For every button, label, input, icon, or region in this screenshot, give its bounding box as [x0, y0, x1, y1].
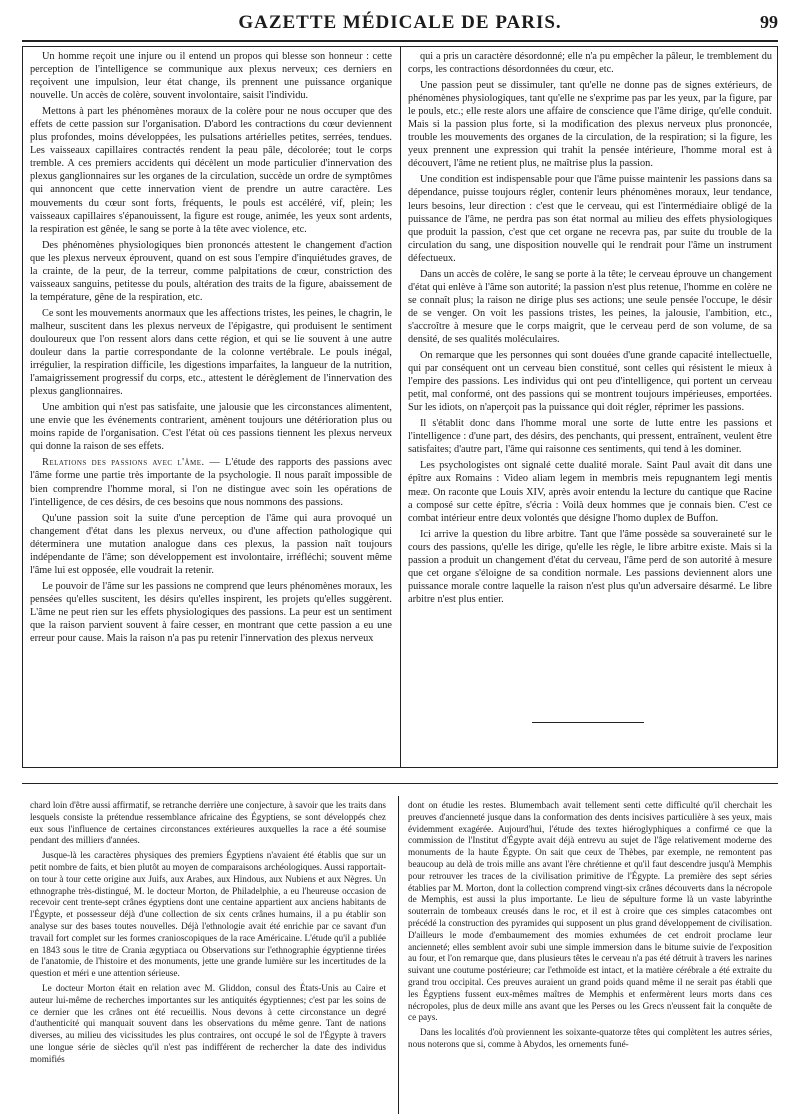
paragraph: dont on étudie les restes. Blumembach avait tellement senti cette difficulté qu'il cherchait les preuves d'ancienneté jusque dans la conformation des dents incisives particulière à ses yeux, mais évidemment exagérée. Aujourd'hui, l'étude des textes hiéroglyphiques a confirmé ce que la commission de l'Institut d'Égypte avait déjà entrevu au sujet de l'âge relativement moderne des monuments de la haute Égypte. On sait que ceux de Thèbes, par exemple, ne remontent pas beaucoup au delà de trois mille ans avant l'ère chrétienne et qu'il faut descendre jusqu'à Memphis pour retrouver les traces de la civilisation primitive de l'Égypte. La première des sept séries établies par M. Morton, dont la collection comprend vingt-six crânes découverts dans la nécropole de Memphis, est aussi la plus importante. Le lieu de sépulture forme là un vaste labyrinthe souterrain de tombeaux creusés dans le roc, et il est à croire que ces simples catacombes ont précédé la construction des pyramides qui supposent un plus grand développement de civilisation. D'ailleurs le mode d'embaumement des momies exhumées de cet endroit proclame leur ancienneté; elles semblent avoir subi une simple immersion dans le bitume suivie de l'exposition au four, et l'on remarque que, dans plusieurs têtes le cerveau n'a pas été détruit à travers les narines suivant une coutume postérieure; car l'ethmoïde est intact, et la matière cérébrale a été extraite du grand trou occipital. Ces preuves auraient un grand poids quand même il ne serait pas établi que les Égyptiens fussent eux-mêmes maîtres de Memphis et enfermèrent leurs morts dans ces nécropoles, plus de deux mille ans avant que les Perses ou les Grecs n'eussent fait la conquête de ce pays.: [408, 800, 772, 1023]
paragraph: Ce sont les mouvements anormaux que les affections tristes, les peines, le chagrin, le malheur, suscitent dans les plexus nerveux de l'épigastre, qui produisent le sentiment douloureux que l'on ressent alors dans cette région, et qui se lie souvent à une autre douleur dans la partie correspondante de la colonne vertébrale. Le pouls inégal, irrégulier, la respiration difficile, les digestions imparfaites, la langueur de la nutrition, l'amaigrissement progressif du corps, etc., attestent le dérèglement de l'innervation des plexus ganglionnaires.: [30, 307, 392, 398]
article-end-rule: [532, 722, 644, 723]
paragraph: Des phénomènes physiologiques bien prononcés attestent le changement d'action que les plexus nerveux éprouvent, quand on est sous l'empire d'inquiétudes graves, de la crainte, de la peur, de la terreur, comme palpitations de cœur, constriction des vaisseaux sanguins, petitesse du pouls, altération des traits de la figure, abaissement de la température, gêne de la respiration, etc.: [30, 239, 392, 303]
article-column-left: [30, 50, 392, 764]
paragraph: Une ambition qui n'est pas satisfaite, une jalousie que les circonstances alimentent, une envie que les événements contrarient, amènent toujours une détérioration plus ou moins rapide de l'organisation. C'est l'état où ces passions tiennent les plexus nerveux qui donne la raison de ses effets.: [30, 402, 392, 453]
paragraph: Jusque-là les caractères physiques des premiers Égyptiens n'avaient été établis que sur un petit nombre de faits, et bien plutôt au moyen de comparaisons archéologiques. Aussi rapportait-on tour à tour cette origine aux Juifs, aux Arabes, aux Hindous, aux Nubiens et aux Nègres. Un ethnographe très-distingué, M. le docteur Morton, de Philadelphie, a eu l'heureuse occasion de recevoir cent trente-sept crânes égyptiens dont une centaine appartient aux anciens habitants de l'Égypte, et possesseur déjà d'une collection de six cents crânes humains, il a pu établir son analyse sur des bases toutes nouvelles. Déjà l'ethnologie avait été enrichie par ce savant d'un travail fort complet sur les formes cranioscopiques de la race Américaine. L'étude qu'il a publiée en 1843 sous le titre de Crania ægyptiaca ou Observations sur l'ethnographie égyptienne tirées de l'anatomie, de l'histoire et des monuments, jette une grande lumière sur les incertitudes de la question et méri e une attention sérieuse.: [30, 850, 386, 979]
page-header: [22, 12, 778, 40]
paragraph: Mettons à part les phénomènes moraux de la colère pour ne nous occuper que des effets de cette passion sur l'organisation. D'abord les contractions du cœur deviennent plus profondes, moins développées, les pulsations artérielles petites, serrées, tendues. Les vaisseaux capillaires contractés rendent la peau pâle, décolorée; tout le corps tremble. A ces premiers accidents qui décèlent un mode particulier d'innervation des plexus ganglionnaires sur les organes de la circulation, succède un ordre de symptômes qui annoncent que cette innervation vient de prendre un autre caractère. Les mouvements du cœur sont forts, fréquents, le pouls est accéléré, vif, plein; les vaisseaux capillaires s'épanouissent, la figure est rouge, animée, les yeux sont ardents, la respiration est gênée, le sang se porte à la tête avec violence, etc.: [30, 106, 392, 235]
section-heading: Relations des passions avec l'âme. —: [42, 457, 226, 469]
header-rule: [22, 40, 778, 42]
paragraph: chard loin d'être aussi affirmatif, se retranche derrière une conjecture, à savoir que les traits dans lesquels consiste la prétendue ressemblance africaine des Égyptiens, se sont développés chez eux sous l'influence de certaines circonstances extérieures auxquelles la race a été soumise pendant des milliers d'années.: [30, 800, 386, 846]
paragraph: Ici arrive la question du libre arbitre. Tant que l'âme possède sa souveraineté sur le cours des passions, qu'elle les dirige, qu'elle les règle, le libre arbitre existe. Mais si la passion a produit un changement d'état du cerveau, l'âme perd de son autorité à mesure que cet organe s'éloigne de sa condition normale. Les passions deviennent alors une puissance morale contre laquelle la raison n'est plus qu'un adversaire désarmé. Le libre arbitre n'est plus entier.: [408, 528, 772, 605]
column-divider: [400, 47, 401, 767]
journal-title: GAZETTE MÉDICALE DE PARIS.: [238, 12, 562, 33]
feuilleton-column-left: [30, 800, 386, 1112]
feuilleton-column-right: [408, 800, 772, 1112]
article-column-right: [408, 50, 772, 605]
paragraph: Les psychologistes ont signalé cette dualité morale. Saint Paul avait dit dans une épître aux Romains : Video aliam legem in membris meis repugnantem legi mentis meæ. On raconte que Louis XIV, après avoir entendu la lecture du cantique que Racine a composé sur cette épître, s'écria : Voilà deux hommes que je connais bien. C'est ce combat intérieur entre deux volontés que désigne l'homo duplex de Buffon.: [408, 460, 772, 524]
paragraph: Qu'une passion soit la suite d'une perception de l'âme qui aura provoqué un changement d'état dans les plexus nerveux, ou d'une affection pathologique qui déterminera une mutation analogue dans ces plexus, la passion naît toujours indépendante de l'âme; son développement est involontaire, irréfléchi; souvent même l'âme lui est opposée, elle voudrait la retenir.: [30, 512, 392, 576]
page-number: 99: [760, 12, 778, 32]
paragraph: Dans un accès de colère, le sang se porte à la tête; le cerveau éprouve un changement d'état qui enlève à l'âme son autorité; la passion n'est plus retenue, l'homme en colère ne se connaît plus; la raison ne dirige plus ses actions; une seule pensée l'occupe, le désir de se venger. On voit les passions tristes, les peines, la jalousie, l'ambition, etc., s'accroître à mesure que le corps maigrit, que le cerveau perd de son volume, de sa densité, de ses qualités moléculaires.: [408, 268, 772, 345]
paragraph: Un homme reçoit une injure ou il entend un propos qui blesse son honneur : cette perception de l'intelligence se communique aux plexus nerveux; ces derniers en reçoivent une impulsion, leur état change, ils prennent une puissance organique nouvelle. Un accès de colère, souvent involontaire, saisit l'individu.: [30, 51, 392, 102]
paragraph: Une condition est indispensable pour que l'âme puisse maintenir les passions dans sa dépendance, puisse toujours régler, contenir leurs phénomènes moraux, leur tendance, leurs besoins, leur direction : c'est que le cerveau, qui est l'intermédiaire obligé de la puissance de l'âme, ne perdra pas son état normal au milieu des effets physiologiques que produit la passion, c'est que cet organe ne recevra pas, par suite du trouble de la circulation du sang, une disposition nouvelle qui le rendrait pour l'âme un instrument défectueux.: [408, 174, 772, 264]
paragraph: On remarque que les personnes qui sont douées d'une grande capacité intellectuelle, qui par conséquent ont un cerveau bien constitué, sont celles qui résistent le mieux à l'empire des passions. Les individus qui ont peu d'intelligence, qui portent un cerveau petit, mal conformé, ont des passions qui se montrent toujours impérieuses, emportées. Sur les idiots, on n'aperçoit pas la puissance qui doit régler, réprimer les passions.: [408, 350, 772, 414]
paragraph: Relations des passions avec l'âme. — L'étude des rapports des passions avec l'âme forme une partie très importante de la psychologie. Il nous paraît impossible de bien comprendre l'homme moral, si l'on ne distingue avec soin les opérations de l'intelligence, de ces désirs, de ces besoins que nous nommons des passions.: [30, 457, 392, 508]
section-separator: [22, 783, 778, 784]
column-divider: [398, 796, 399, 1114]
paragraph: Une passion peut se dissimuler, tant qu'elle ne donne pas de signes extérieurs, de phénomènes physiologiques, tant qu'elle ne s'exprime pas par les yeux, par la figure, par le pouls, etc.; elle reste alors une affaire de conscience que l'âme dirige, qu'elle conduit. Mais si la passion plus forte, si la modification des plexus nerveux plus prononcée, trouble les mouvements des organes de la circulation, de la respiration; si la figure, les yeux prennent une expression qui trahit la pensée intérieure, l'homme moral est à découvert, l'âme ne retient plus, ne maîtrise plus la passion.: [408, 80, 772, 170]
paragraph: qui a pris un caractère désordonné; elle n'a pu empêcher la pâleur, le tremblement du corps, les contractions désordonnées du cœur, etc.: [408, 51, 772, 76]
paragraph: Il s'établit donc dans l'homme moral une sorte de lutte entre les passions et l'intelligence : d'une part, des désirs, des penchants, qui pressent, entraînent, veulent être satisfaites; d'autre part, l'âme qui raisonne ces sentiments, qui tend à les dominer.: [408, 418, 772, 456]
paragraph: Le docteur Morton était en relation avec M. Gliddon, consul des États-Unis au Caire et auteur lui-même de recherches importantes sur les antiquités égyptiennes; c'est par les soins de ce dernier que les crânes ont été recueillis. Nous devons à cette circonstance un degré d'authenticité qui manquait souvent dans les observations du même genre. Tant de nations diverses, au milieu des vicissitudes les plus contraires, ont occupé le sol de l'Égypte à travers une longue série de siècles qu'il n'est pas indifférent de rechercher la date des individus momifiés: [30, 982, 386, 1064]
paragraph: Dans les localités d'où proviennent les soixante-quatorze têtes qui complètent les autres séries, nous noterons que si, comme à Abydos, les ornements funé-: [408, 1027, 772, 1049]
paragraph: Le pouvoir de l'âme sur les passions ne comprend que leurs phénomènes moraux, les pensées qu'elles suscitent, les désirs qu'elles inspirent, les projets qu'elles suggèrent. L'âme ne peut rien sur les effets physiologiques des passions. La peur est un sentiment que la raison parvient souvent à faire cesser, en montrant que cette passion a eu une erreur pour cause. Mais la raison n'a pas pu retenir l'innervation des plexus nerveux: [30, 580, 392, 645]
